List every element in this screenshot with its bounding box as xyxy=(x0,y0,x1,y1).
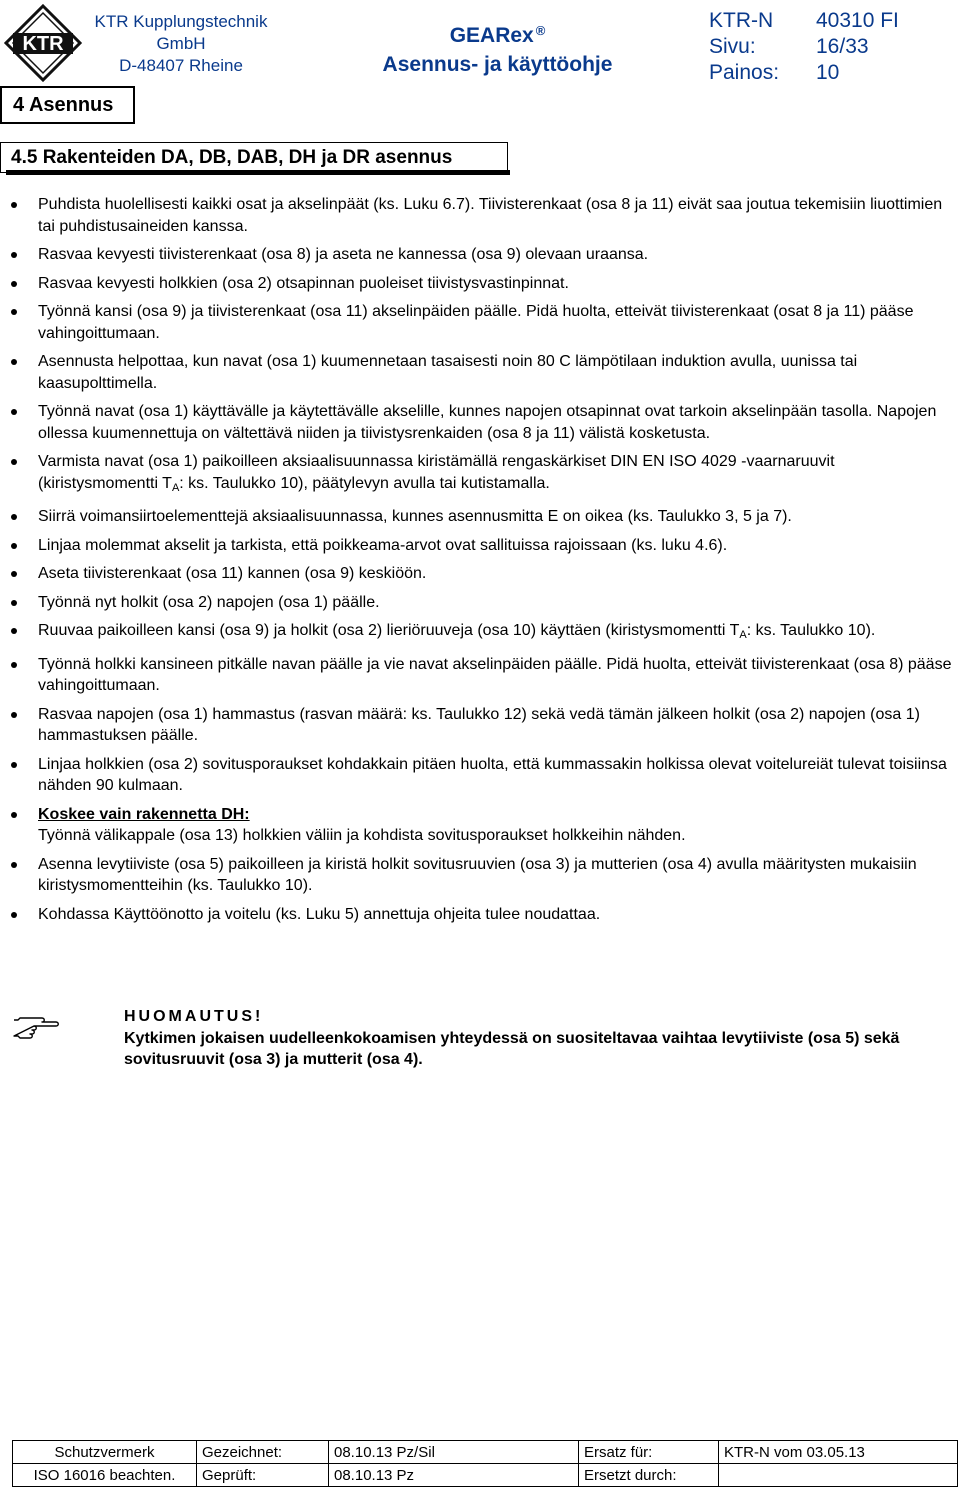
checked-value: 08.10.13 Pz xyxy=(329,1464,579,1487)
pointing-hand-icon xyxy=(12,1008,60,1040)
footer-table xyxy=(12,1440,958,1487)
bullet-icon xyxy=(11,662,17,668)
list-item: Aseta tiivisterenkaat (osa 11) kannen (osa 9) keskiöön. xyxy=(8,563,958,585)
drawn-value: 08.10.13 Pz/Sil xyxy=(329,1441,579,1464)
bullet-icon xyxy=(11,812,17,818)
list-item: Työnnä holkki kansineen pitkälle navan päälle ja vie navat akselinpäiden päälle. Pidä huolta, etteivät tiivisterenkaat (osa 8) pääse vahingoittumaan. xyxy=(8,654,958,697)
bullet-icon xyxy=(11,202,17,208)
list-item: Puhdista huolellisesti kaikki osat ja akselinpäät (ks. Luku 6.7). Tiivisterenkaat (osa 8 ja 11) eivät saa joutua tekemisiin liuottimien tai puhdistusaineiden kanssa. xyxy=(8,194,958,237)
bullet-icon xyxy=(11,712,17,718)
list-item: Työnnä nyt holkit (osa 2) napojen (osa 1) päälle. xyxy=(8,592,958,614)
subscript: A xyxy=(739,629,747,641)
bullet-icon xyxy=(11,762,17,768)
bullet-icon xyxy=(11,912,17,918)
list-item: Rasvaa napojen (osa 1) hammastus (rasvan määrä: ks. Taulukko 12) sekä vedä tämän jälkeen holkit (osa 2) napojen (osa 1) hammastuksen päälle. xyxy=(8,704,958,747)
bullet-icon xyxy=(11,600,17,606)
doc-number-label: KTR-N xyxy=(709,9,774,32)
page-header xyxy=(0,0,960,86)
replaces-value: KTR-N vom 03.05.13 xyxy=(719,1441,958,1464)
page-value: 16/33 xyxy=(816,35,869,58)
bullet-icon xyxy=(11,862,17,868)
bullet-icon xyxy=(11,459,17,465)
note-title: HUOMAUTUS! xyxy=(124,1008,264,1025)
product-block xyxy=(330,16,665,79)
list-item: Asenna levytiiviste (osa 5) paikoilleen ja kiristä holkit sovitusruuvien (osa 3) ja mutterien (osa 4) avulla määritysten mukaisiin kiristysmomentteihin (ks. Taulukko 10). xyxy=(8,854,958,897)
note-text: Kytkimen jokaisen uudelleenkokoamisen yhteydessä on suositeltavaa vaihtaa levytiiviste (osa 5) sekä sovitusruuvit (osa 3) ja mutterit (osa 4). xyxy=(124,1029,900,1068)
drawn-label: Gezeichnet: xyxy=(197,1441,329,1464)
bullet-icon xyxy=(11,543,17,549)
replaced-by-value xyxy=(719,1464,958,1487)
list-item: Varmista navat (osa 1) paikoilleen aksiaalisuunnassa kiristämällä rengaskärkiset DIN EN ISO 4029 -vaarnaruuvit (kiristysmomentti $T_A$: ks. Taulukko 10), päätylevyn avulla tai kutistamalla. xyxy=(8,451,958,499)
document-title: Asennus- ja käyttöohje xyxy=(382,53,613,76)
company-address xyxy=(86,11,276,77)
list-item: Koskee vain rakennetta DH: Työnnä välikappale (osa 13) holkkien väliin ja kohdista sovitusporaukset holkkeihin nähden. xyxy=(8,804,958,847)
company-city: D-48407 Rheine xyxy=(119,56,243,75)
list-item: Rasvaa kevyesti holkkien (osa 2) otsapinnan puoleiset tiivistysvastinpinnat. xyxy=(8,273,958,295)
list-item: Työnnä kansi (osa 9) ja tiivisterenkaat (osa 11) akselinpäiden päälle. Pidä huolta, etteivät tiivisterenkaat (osat 8 ja 11) pääse vahingoittumaan. xyxy=(8,301,958,344)
product-name: GEARex xyxy=(449,24,534,47)
checked-label: Geprüft: xyxy=(197,1464,329,1487)
edition-value: 10 xyxy=(816,61,840,84)
list-item: Ruuvaa paikoilleen kansi (osa 9) ja holkit (osa 2) lieriöruuveja (osa 10) käyttäen (kiristysmomentti $T_A$: ks. Taulukko 10). xyxy=(8,620,958,647)
protection-standard: ISO 16016 beachten. xyxy=(13,1464,197,1487)
bullet-icon xyxy=(11,628,17,634)
list-item: Asennusta helpottaa, kun navat (osa 1) kuumennetaan tasaisesti noin 80 C lämpötilaan induktion avulla, uunissa tai kaasupolttimella. xyxy=(8,351,958,394)
installation-steps xyxy=(8,194,958,932)
list-item: Linjaa molemmat akselit ja tarkista, että poikkeama-arvot ovat sallituissa rajoissaan (ks. luku 4.6). xyxy=(8,535,958,557)
list-item: Linjaa holkkien (osa 2) sovitusporaukset kohdakkain pitäen huolta, että kummassakin holkissa olevat voitelureiät tulevat toisiinsa nähden 90 kulmaan. xyxy=(8,754,958,797)
document-info xyxy=(709,8,959,86)
bullet-icon xyxy=(11,571,17,577)
list-item: Työnnä navat (osa 1) käyttävälle ja käytettävälle akselille, kunnes napojen otsapinnat ovat tarkoin akselinpään tasolla. Napojen ollessa kuumennettuja on vältettävä niiden ja tiivistysrenkaiden (osa 8 ja 11) välistä kosketusta. xyxy=(8,401,958,444)
bullet-icon xyxy=(11,309,17,315)
doc-number-value: 40310 FI xyxy=(816,9,899,32)
list-item: Rasvaa kevyesti tiivisterenkaat (osa 8) ja aseta ne kannessa (osa 9) olevaan uraansa. xyxy=(8,244,958,266)
company-name: KTR Kupplungstechnik xyxy=(94,12,268,31)
bullet-icon xyxy=(11,252,17,258)
dh-heading: Koskee vain rakennetta DH: xyxy=(38,805,250,823)
bullet-icon xyxy=(11,409,17,415)
replaced-by-label: Ersetzt durch: xyxy=(579,1464,719,1487)
bullet-icon xyxy=(11,514,17,520)
bullet-icon xyxy=(11,281,17,287)
company-form: GmbH xyxy=(156,34,206,53)
list-item: Siirrä voimansiirtoelementtejä aksiaalisuunnassa, kunnes asennusmitta E on oikea (ks. Taulukko 3, 5 ja 7). xyxy=(8,506,958,528)
subscript: A xyxy=(171,481,180,494)
note-block xyxy=(124,1006,944,1071)
svg-text:KTR: KTR xyxy=(22,33,64,55)
section-title: 4 Asennus xyxy=(0,86,135,124)
subsection-title: 4.5 Rakenteiden DA, DB, DAB, DH ja DR asennus xyxy=(0,142,508,173)
list-item: Kohdassa Käyttöönotto ja voitelu (ks. Luku 5) annettuja ohjeita tulee noudattaa. xyxy=(8,904,958,926)
ktr-logo-icon xyxy=(4,4,82,82)
page-label: Sivu: xyxy=(709,35,756,58)
registered-mark: ® xyxy=(535,23,546,38)
edition-label: Painos: xyxy=(709,61,780,84)
protection-notice: Schutzvermerk xyxy=(13,1441,197,1464)
bullet-icon xyxy=(11,359,17,365)
replaces-label: Ersatz für: xyxy=(579,1441,719,1464)
